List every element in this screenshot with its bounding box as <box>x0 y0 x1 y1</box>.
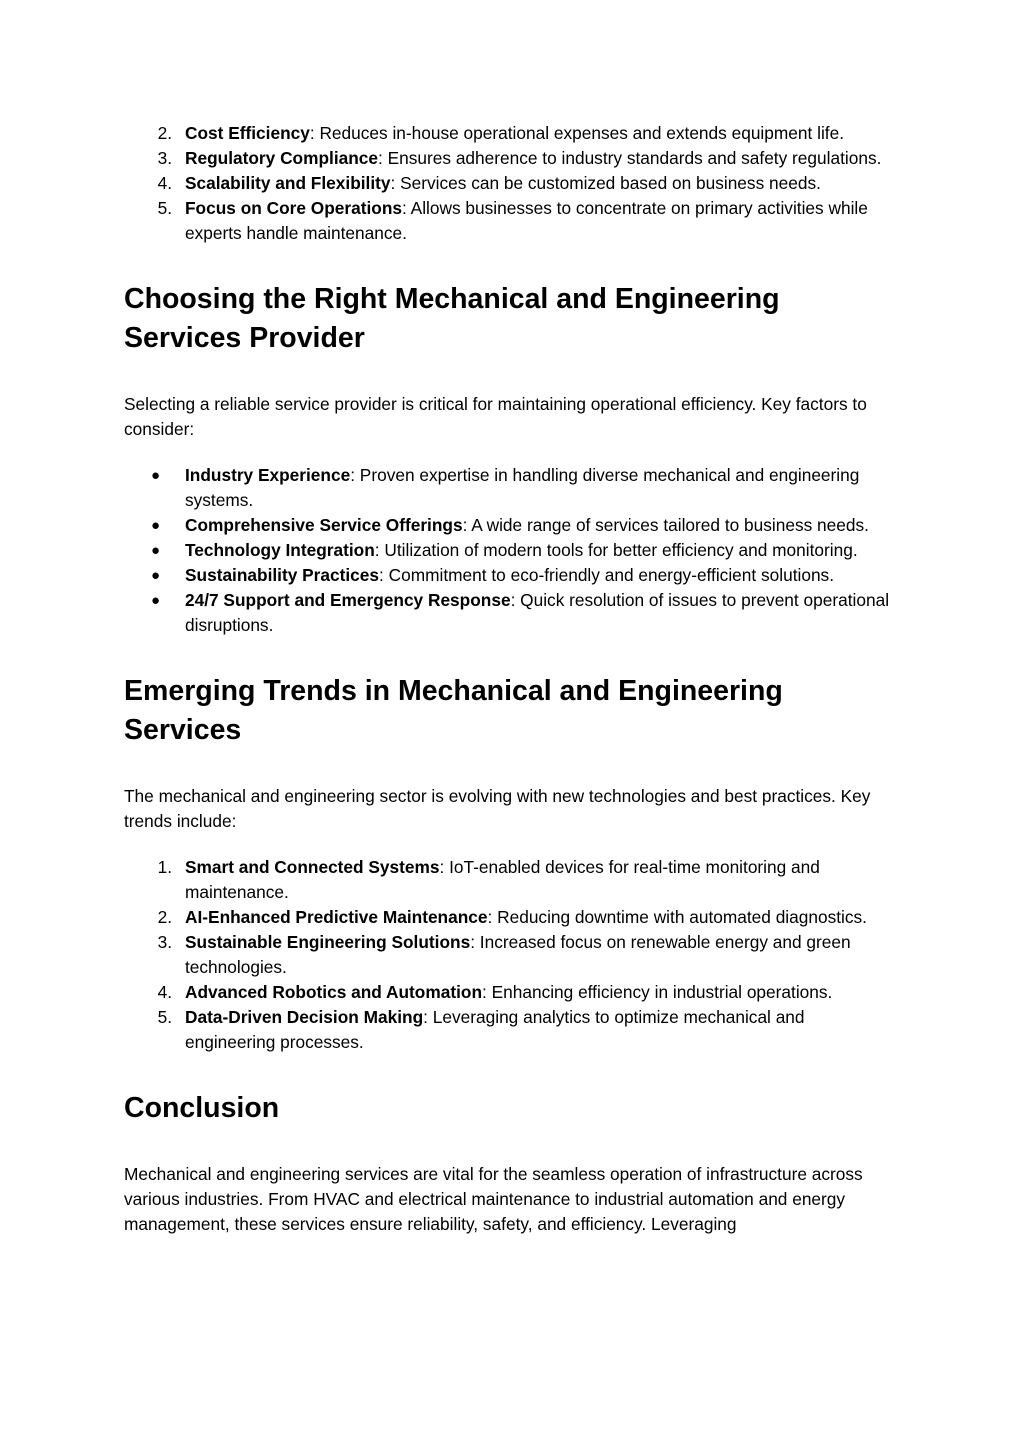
section-paragraph: The mechanical and engineering sector is evolving with new technologies and best practices. Key trends include: <box>124 786 871 831</box>
list-item-term: Cost Efficiency <box>185 123 310 143</box>
benefits-list <box>124 121 899 246</box>
list-item-term: Scalability and Flexibility <box>185 173 391 193</box>
list-item-text: : Leveraging analytics to optimize mechanical and engineering processes. <box>185 1007 805 1052</box>
list-item <box>124 905 899 930</box>
list-item-term: Focus on Core Operations <box>185 198 403 218</box>
list-number: 5. <box>157 198 172 218</box>
list-item-term: Regulatory Compliance <box>185 148 379 168</box>
list-item-term: Sustainable Engineering Solutions <box>185 932 471 952</box>
list-number: 2. <box>157 123 172 143</box>
list-item <box>124 121 899 146</box>
list-item-text: : A wide range of services tailored to business needs. <box>462 515 869 535</box>
list-item-term: Sustainability Practices <box>185 565 380 585</box>
list-item-term: 24/7 Support and Emergency Response <box>185 590 511 610</box>
section-heading-conclusion: Conclusion <box>124 1092 280 1124</box>
list-number: 5. <box>157 1007 172 1027</box>
bullet-icon: ● <box>150 567 160 584</box>
list-item-text: : Reducing downtime with automated diagnostics. <box>487 907 867 927</box>
list-item <box>124 146 899 171</box>
list-number: 4. <box>157 173 172 193</box>
list-item-term: Industry Experience <box>185 465 351 485</box>
list-item-text: : Reduces in-house operational expenses and extends equipment life. <box>309 123 844 143</box>
list-item-text: : Increased focus on renewable energy and green technologies. <box>185 932 851 977</box>
provider-factors-list <box>124 463 899 638</box>
list-item <box>124 563 899 588</box>
list-item <box>124 463 899 513</box>
bullet-icon: ● <box>150 542 160 559</box>
list-item <box>124 196 899 246</box>
list-item-text: : Proven expertise in handling diverse mechanical and engineering systems. <box>185 465 860 510</box>
list-number: 2. <box>157 907 172 927</box>
bullet-icon: ● <box>150 592 160 609</box>
document-page <box>124 121 899 1237</box>
list-item <box>124 980 899 1005</box>
list-item-term: Comprehensive Service Offerings <box>185 515 463 535</box>
list-item-term: Smart and Connected Systems <box>185 857 440 877</box>
list-item-text: : Quick resolution of issues to prevent operational disruptions. <box>185 590 890 635</box>
list-item <box>124 930 899 980</box>
list-item-text: : Ensures adherence to industry standards and safety regulations. <box>378 148 882 168</box>
list-number: 3. <box>157 932 172 952</box>
list-item-text: : Services can be customized based on business needs. <box>390 173 821 193</box>
list-number: 4. <box>157 982 172 1002</box>
list-item <box>124 1005 899 1055</box>
section-heading-choosing-provider: Choosing the Right Mechanical and Engineering Services Provider <box>124 283 780 354</box>
list-item-term: Advanced Robotics and Automation <box>185 982 482 1002</box>
list-item-term: Technology Integration <box>185 540 375 560</box>
list-item <box>124 171 899 196</box>
list-item-term: Data-Driven Decision Making <box>185 1007 424 1027</box>
section-paragraph: Selecting a reliable service provider is critical for maintaining operational efficiency. Key factors to consider: <box>124 394 867 439</box>
list-item <box>124 855 899 905</box>
list-number: 3. <box>157 148 172 168</box>
list-item-text: : Utilization of modern tools for better efficiency and monitoring. <box>374 540 858 560</box>
list-number: 1. <box>157 857 172 877</box>
list-item <box>124 588 899 638</box>
section-paragraph: Mechanical and engineering services are vital for the seamless operation of infrastructure across various industries. From HVAC and electrical maintenance to industrial automation and energy management, these services ensure reliability, safety, and efficiency. Leveraging <box>124 1164 863 1234</box>
list-item <box>124 513 899 538</box>
list-item-text: : Commitment to eco-friendly and energy-efficient solutions. <box>379 565 834 585</box>
list-item-term: AI-Enhanced Predictive Maintenance <box>185 907 488 927</box>
section-heading-emerging-trends: Emerging Trends in Mechanical and Engineering Services <box>124 675 783 746</box>
list-item-text: : IoT-enabled devices for real-time monitoring and maintenance. <box>185 857 820 902</box>
bullet-icon: ● <box>150 467 160 484</box>
trends-list <box>124 855 899 1055</box>
list-item-text: : Enhancing efficiency in industrial operations. <box>482 982 833 1002</box>
bullet-icon: ● <box>150 517 160 534</box>
list-item <box>124 538 899 563</box>
list-item-text: : Allows businesses to concentrate on primary activities while experts handle maintenance. <box>185 198 868 243</box>
